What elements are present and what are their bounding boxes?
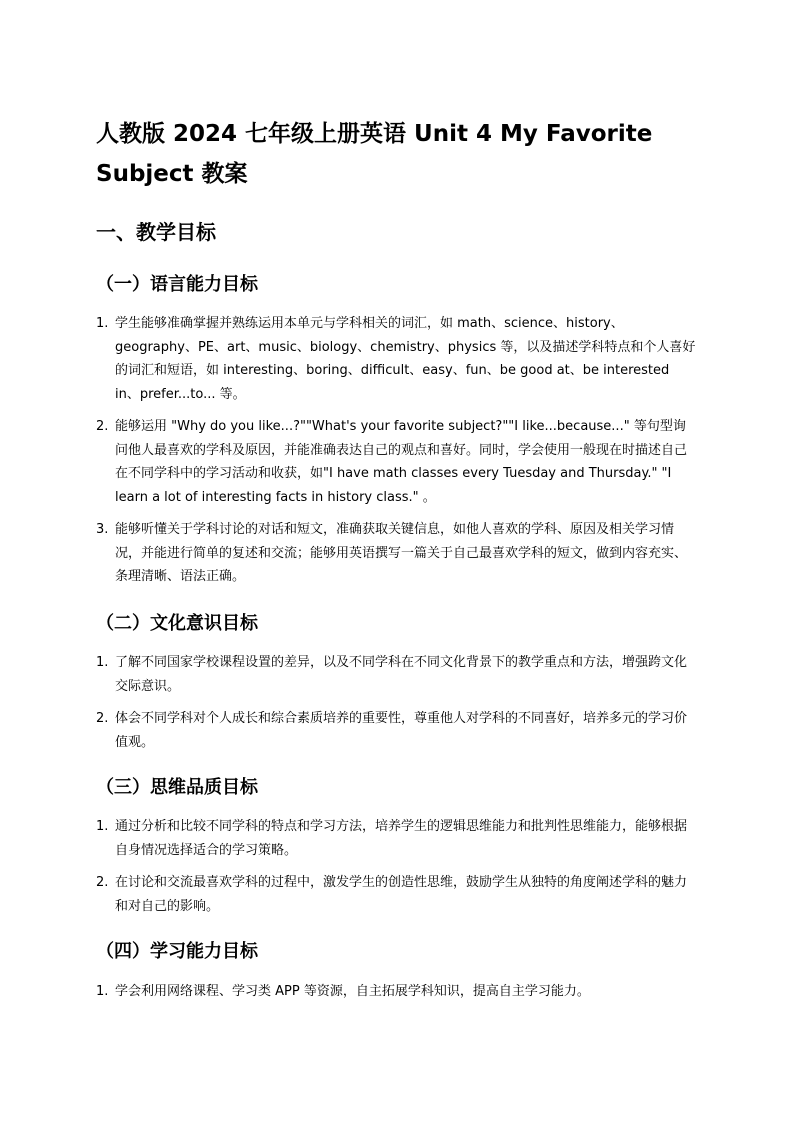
list-text: 能够听懂关于学科讨论的对话和短文，准确获取关键信息，如他人喜欢的学科、原因及相关学习情况，并能进行简单的复述和交流；能够用英语撰写一篇关于自己最喜欢学科的短文，做到内容充实、条理清晰、语法正确。 xyxy=(115,522,688,584)
list-text: 学生能够准确掌握并熟练运用本单元与学科相关的词汇，如 math、science、history、geography、PE、art、music、biology、chemistry、physics 等，以及描述学科特点和个人喜好的词汇和短语，如 interesting、boring、difficult、easy、fun、be good at、be interested in、prefer...to... 等。 xyxy=(115,316,696,402)
list-text: 能够运用 "Why do you like...?""What's your favorite subject?""I like...because..." 等句型询问他人最喜欢的学科及原因，并能准确表达自己的观点和喜好。同时，学会使用一般现在时描述自己在不同学科中的学习活动和收获，如"I have math classes every Tuesday and Thursday." "I learn a lot of interesting facts in history class." 。 xyxy=(115,419,688,505)
list-number: 1. xyxy=(96,984,109,999)
list-number: 1. xyxy=(96,316,109,331)
list-item xyxy=(96,707,696,754)
list-text: 通过分析和比较不同学科的特点和学习方法，培养学生的逻辑思维能力和批判性思维能力，能够根据自身情况选择适合的学习策略。 xyxy=(115,819,688,858)
list-item xyxy=(96,980,696,1004)
list-item xyxy=(96,518,696,589)
list-item xyxy=(96,651,696,698)
list-text: 在讨论和交流最喜欢学科的过程中，激发学生的创造性思维，鼓励学生从独特的角度阐述学科的魅力和对自己的影响。 xyxy=(115,875,688,914)
list-number: 1. xyxy=(96,655,109,670)
list-number: 3. xyxy=(96,522,109,537)
learning-ability-list xyxy=(96,980,696,1013)
list-item xyxy=(96,312,696,406)
list-item xyxy=(96,871,696,918)
list-text: 体会不同学科对个人成长和综合素质培养的重要性，尊重他人对学科的不同喜好，培养多元的学习价值观。 xyxy=(115,711,688,750)
list-item xyxy=(96,815,696,862)
subheading-cultural-awareness: （二）文化意识目标 xyxy=(96,613,258,634)
document-title: 人教版 2024 七年级上册英语 Unit 4 My Favorite Subject 教案 xyxy=(96,121,653,187)
subheading-learning-ability: （四）学习能力目标 xyxy=(96,941,258,962)
subheading-thinking-quality: （三）思维品质目标 xyxy=(96,777,258,798)
list-number: 2. xyxy=(96,711,109,726)
list-number: 1. xyxy=(96,819,109,834)
language-ability-list xyxy=(96,312,696,598)
cultural-awareness-list xyxy=(96,651,696,763)
thinking-quality-list xyxy=(96,815,696,927)
section-heading-objectives: 一、教学目标 xyxy=(96,220,216,244)
list-text: 了解不同国家学校课程设置的差异，以及不同学科在不同文化背景下的教学重点和方法，增强跨文化交际意识。 xyxy=(115,655,688,694)
list-item xyxy=(96,415,696,509)
list-number: 2. xyxy=(96,419,109,434)
list-number: 2. xyxy=(96,875,109,890)
subheading-language-ability: （一）语言能力目标 xyxy=(96,274,258,295)
list-text: 学会利用网络课程、学习类 APP 等资源，自主拓展学科知识，提高自主学习能力。 xyxy=(115,984,590,999)
